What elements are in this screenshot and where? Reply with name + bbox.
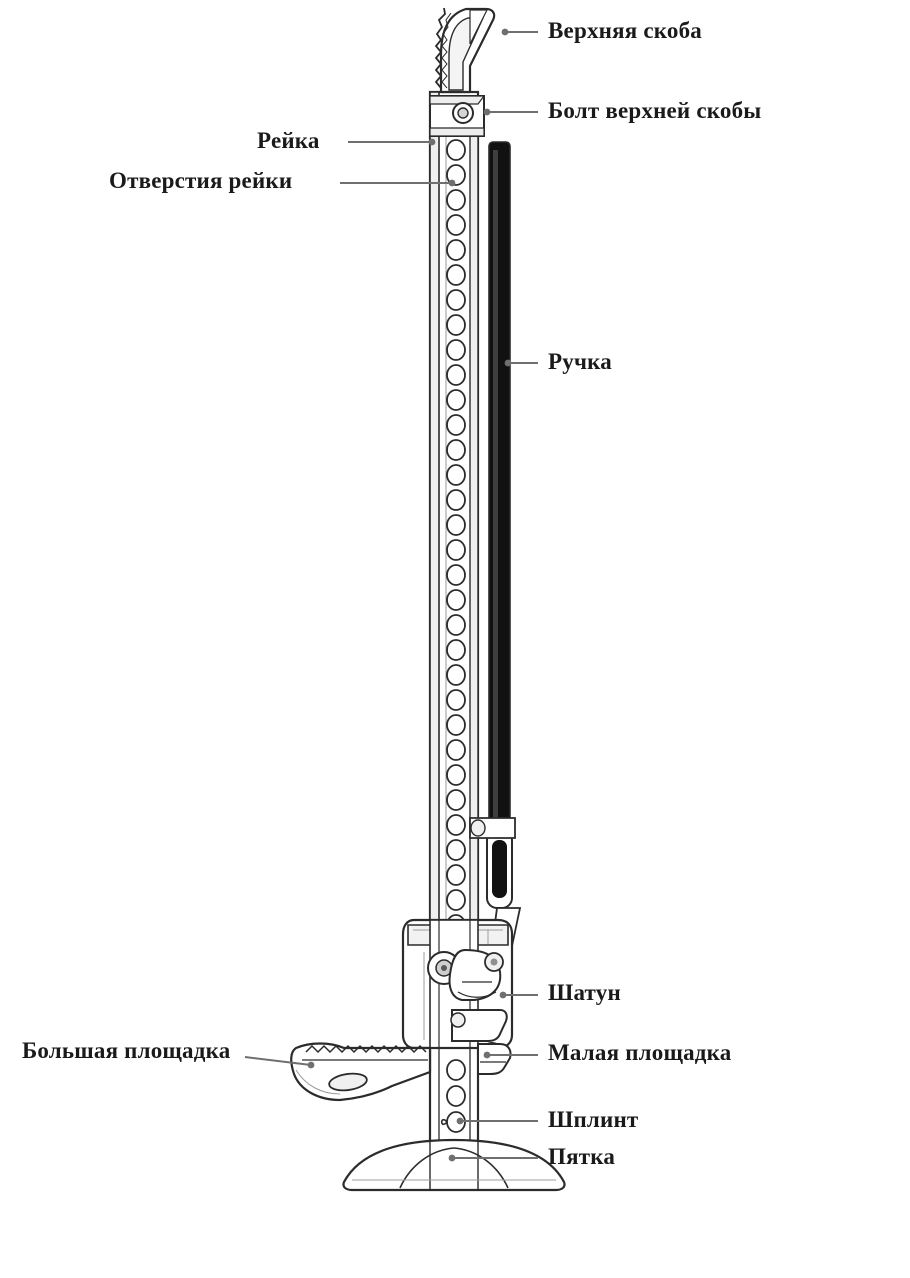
rack-hole bbox=[447, 215, 465, 235]
leader-dot-handle bbox=[505, 360, 512, 367]
rack-hole bbox=[447, 265, 465, 285]
rack-hole bbox=[447, 565, 465, 585]
callout-label-top-clamp-bolt: Болт верхней скобы bbox=[548, 98, 762, 123]
rack-hole bbox=[447, 240, 465, 260]
climbing-mechanism bbox=[403, 920, 512, 1063]
rack-hole bbox=[447, 640, 465, 660]
callout-label-heel: Пятка bbox=[548, 1144, 616, 1169]
leader-dot-cotter-pin bbox=[457, 1118, 464, 1125]
rack-hole bbox=[447, 440, 465, 460]
base-heel bbox=[343, 1140, 564, 1190]
callout-label-top-clamp: Верхняя скоба bbox=[548, 18, 702, 43]
rack-hole bbox=[447, 515, 465, 535]
small-platform bbox=[478, 1044, 511, 1074]
rack-hole bbox=[447, 465, 465, 485]
leader-dot-heel bbox=[449, 1155, 456, 1162]
callout-label-connecting-rod: Шатун bbox=[548, 980, 621, 1005]
rack-hole bbox=[447, 315, 465, 335]
rack-hole bbox=[447, 490, 465, 510]
rack-hole bbox=[447, 690, 465, 710]
leader-dot-large-platform bbox=[308, 1062, 315, 1069]
rack-hole bbox=[447, 865, 465, 885]
rack-hole bbox=[447, 540, 465, 560]
rack-hole bbox=[447, 415, 465, 435]
rack-hole bbox=[447, 715, 465, 735]
rack-hole bbox=[447, 840, 465, 860]
rack-hole bbox=[447, 815, 465, 835]
leader-dot-connecting-rod bbox=[500, 992, 507, 999]
rack-hole bbox=[447, 890, 465, 910]
leader-dot-rack-holes bbox=[449, 180, 456, 187]
callout-label-cotter-pin: Шплинт bbox=[548, 1107, 639, 1132]
callout-label-large-platform: Большая площадка bbox=[22, 1038, 231, 1063]
rack-hole bbox=[447, 765, 465, 785]
rack-hole bbox=[447, 590, 465, 610]
rack-hole bbox=[447, 365, 465, 385]
leader-dot-top-clamp-bolt bbox=[484, 109, 491, 116]
leader-dot-small-platform bbox=[484, 1052, 491, 1059]
callout-label-small-platform: Малая площадка bbox=[548, 1040, 732, 1065]
leader-dot-rack bbox=[429, 139, 436, 146]
rack-hole bbox=[447, 390, 465, 410]
top-clamp bbox=[436, 8, 494, 92]
rack-hole bbox=[447, 140, 465, 160]
large-platform bbox=[291, 1044, 430, 1101]
leader-dot-top-clamp bbox=[502, 29, 509, 36]
rack-hole bbox=[447, 290, 465, 310]
rack-hole bbox=[447, 615, 465, 635]
callout-label-rack: Рейка bbox=[257, 128, 320, 153]
callout-label-rack-holes: Отверстия рейки bbox=[109, 168, 293, 193]
rack-hole bbox=[447, 740, 465, 760]
rack-hole bbox=[447, 665, 465, 685]
rack-hole bbox=[447, 790, 465, 810]
callout-label-handle: Ручка bbox=[548, 349, 612, 374]
rack-hole bbox=[447, 190, 465, 210]
top-clamp-bracket bbox=[430, 96, 484, 136]
rack-hole bbox=[447, 340, 465, 360]
